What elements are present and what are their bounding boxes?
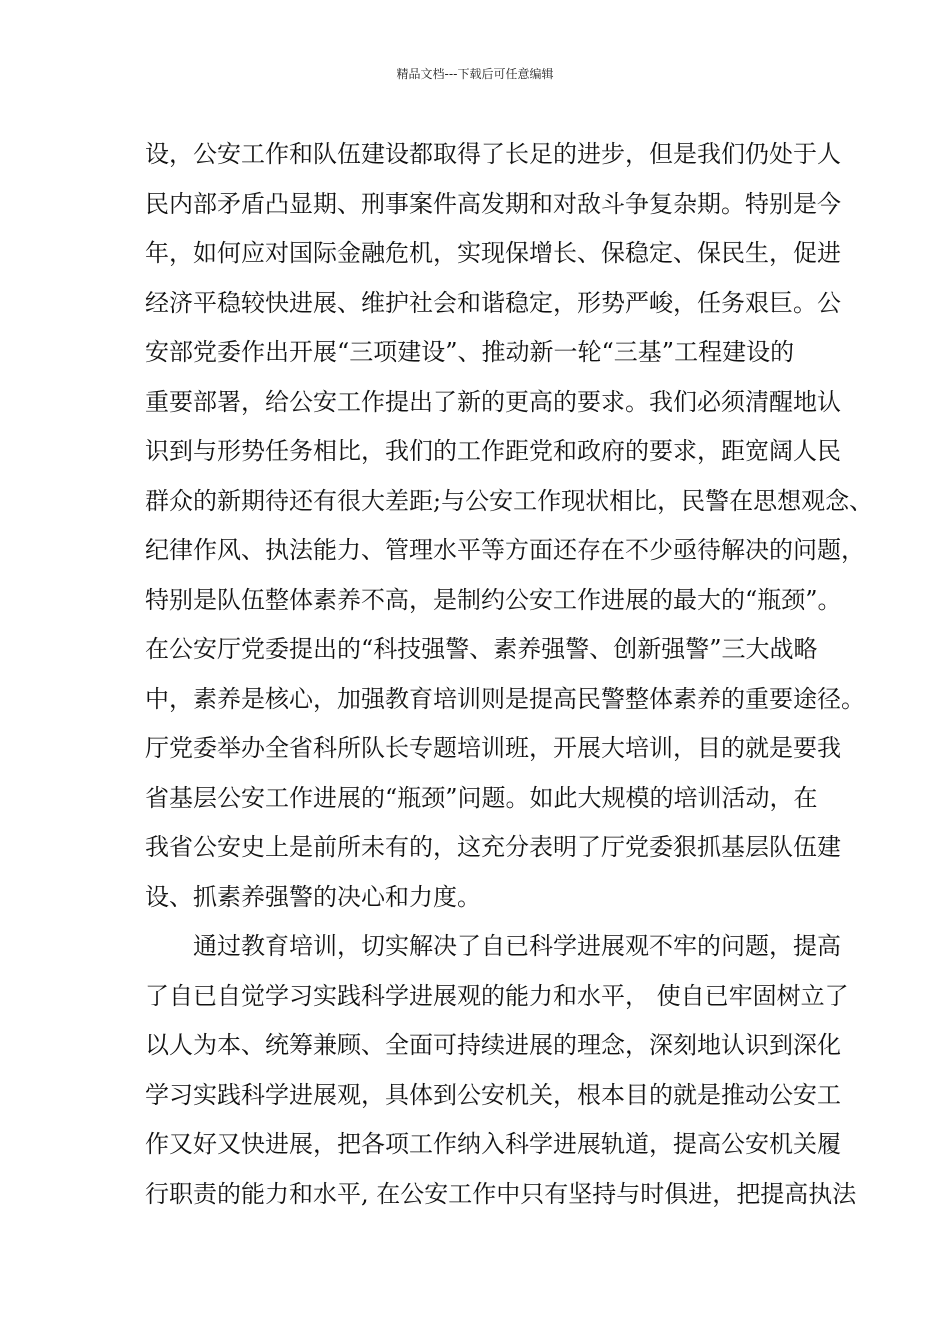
text-line: 中，素养是核心，加强教育培训则是提高民警整体素养的重要途径。 [145, 684, 865, 713]
text-line: 学习实践科学进展观，具体到公安机关，根本目的就是推动公安工 [145, 1080, 841, 1109]
text-line: 识到与形势任务相比，我们的工作距党和政府的要求，距宽阔人民 [145, 437, 841, 465]
text-line: 经济平稳较快进展、维护社会和谐稳定，形势严峻，任务艰巨。公 [145, 288, 841, 317]
text-line: 年，如何应对国际金融危机，实现保增长、保稳定、保民生，促进 [145, 239, 841, 267]
paragraph-1 [145, 130, 874, 922]
text-line: 纪律作风、执法能力、管理水平等方面还存在不少亟待解决的问题， [145, 536, 865, 564]
text-line: 民内部矛盾凸显期、刑事案件高发期和对敌斗争复杂期。特别是今 [145, 189, 841, 218]
text-line: 重要部署，给公安工作提出了新的更高的要求。我们必须清醒地认 [145, 387, 841, 416]
text-line: 行职责的能力和水平, 在公安工作中只有坚持与时俱进，把提高执法 [145, 1179, 857, 1208]
page-header: 精品文档---下载后可任意编辑 [396, 67, 554, 81]
paragraph-2 [145, 922, 857, 1219]
text-line: 作又好又快进展，把各项工作纳入科学进展轨道，提高公安机关履 [145, 1130, 841, 1158]
text-line: 省基层公安工作进展的“瓶颈”问题。如此大规模的培训活动，在 [145, 783, 818, 812]
document-body [145, 130, 874, 1219]
text-line: 群众的新期待还有很大差距;与公安工作现状相比，民警在思想观念、 [145, 486, 874, 515]
text-line: 设，公安工作和队伍建设都取得了长足的进步，但是我们仍处于人 [145, 140, 841, 168]
text-line: 以人为本、统筹兼顾、全面可持续进展的理念，深刻地认识到深化 [145, 1031, 841, 1059]
text-line: 特别是队伍整体素养不高，是制约公安工作进展的最大的“瓶颈”。 [145, 585, 842, 614]
text-line: 在公安厅党委提出的“科技强警、素养强警、创新强警”三大战略 [145, 635, 818, 663]
text-line: 我省公安史上是前所未有的，这充分表明了厅党委狠抓基层队伍建 [145, 833, 841, 861]
text-line: 设、抓素养强警的决心和力度。 [145, 882, 481, 911]
text-line: 厅党委举办全省科所队长专题培训班，开展大培训，目的就是要我 [145, 734, 841, 762]
text-line: 通过教育培训，切实解决了自已科学进展观不牢的问题，提高 [193, 932, 841, 960]
text-line: 了自已自觉学习实践科学进展观的能力和水平， 使自已牢固树立了 [145, 981, 849, 1010]
text-line: 安部党委作出开展“三项建设”、推动新一轮“三基”工程建设的 [145, 338, 795, 366]
